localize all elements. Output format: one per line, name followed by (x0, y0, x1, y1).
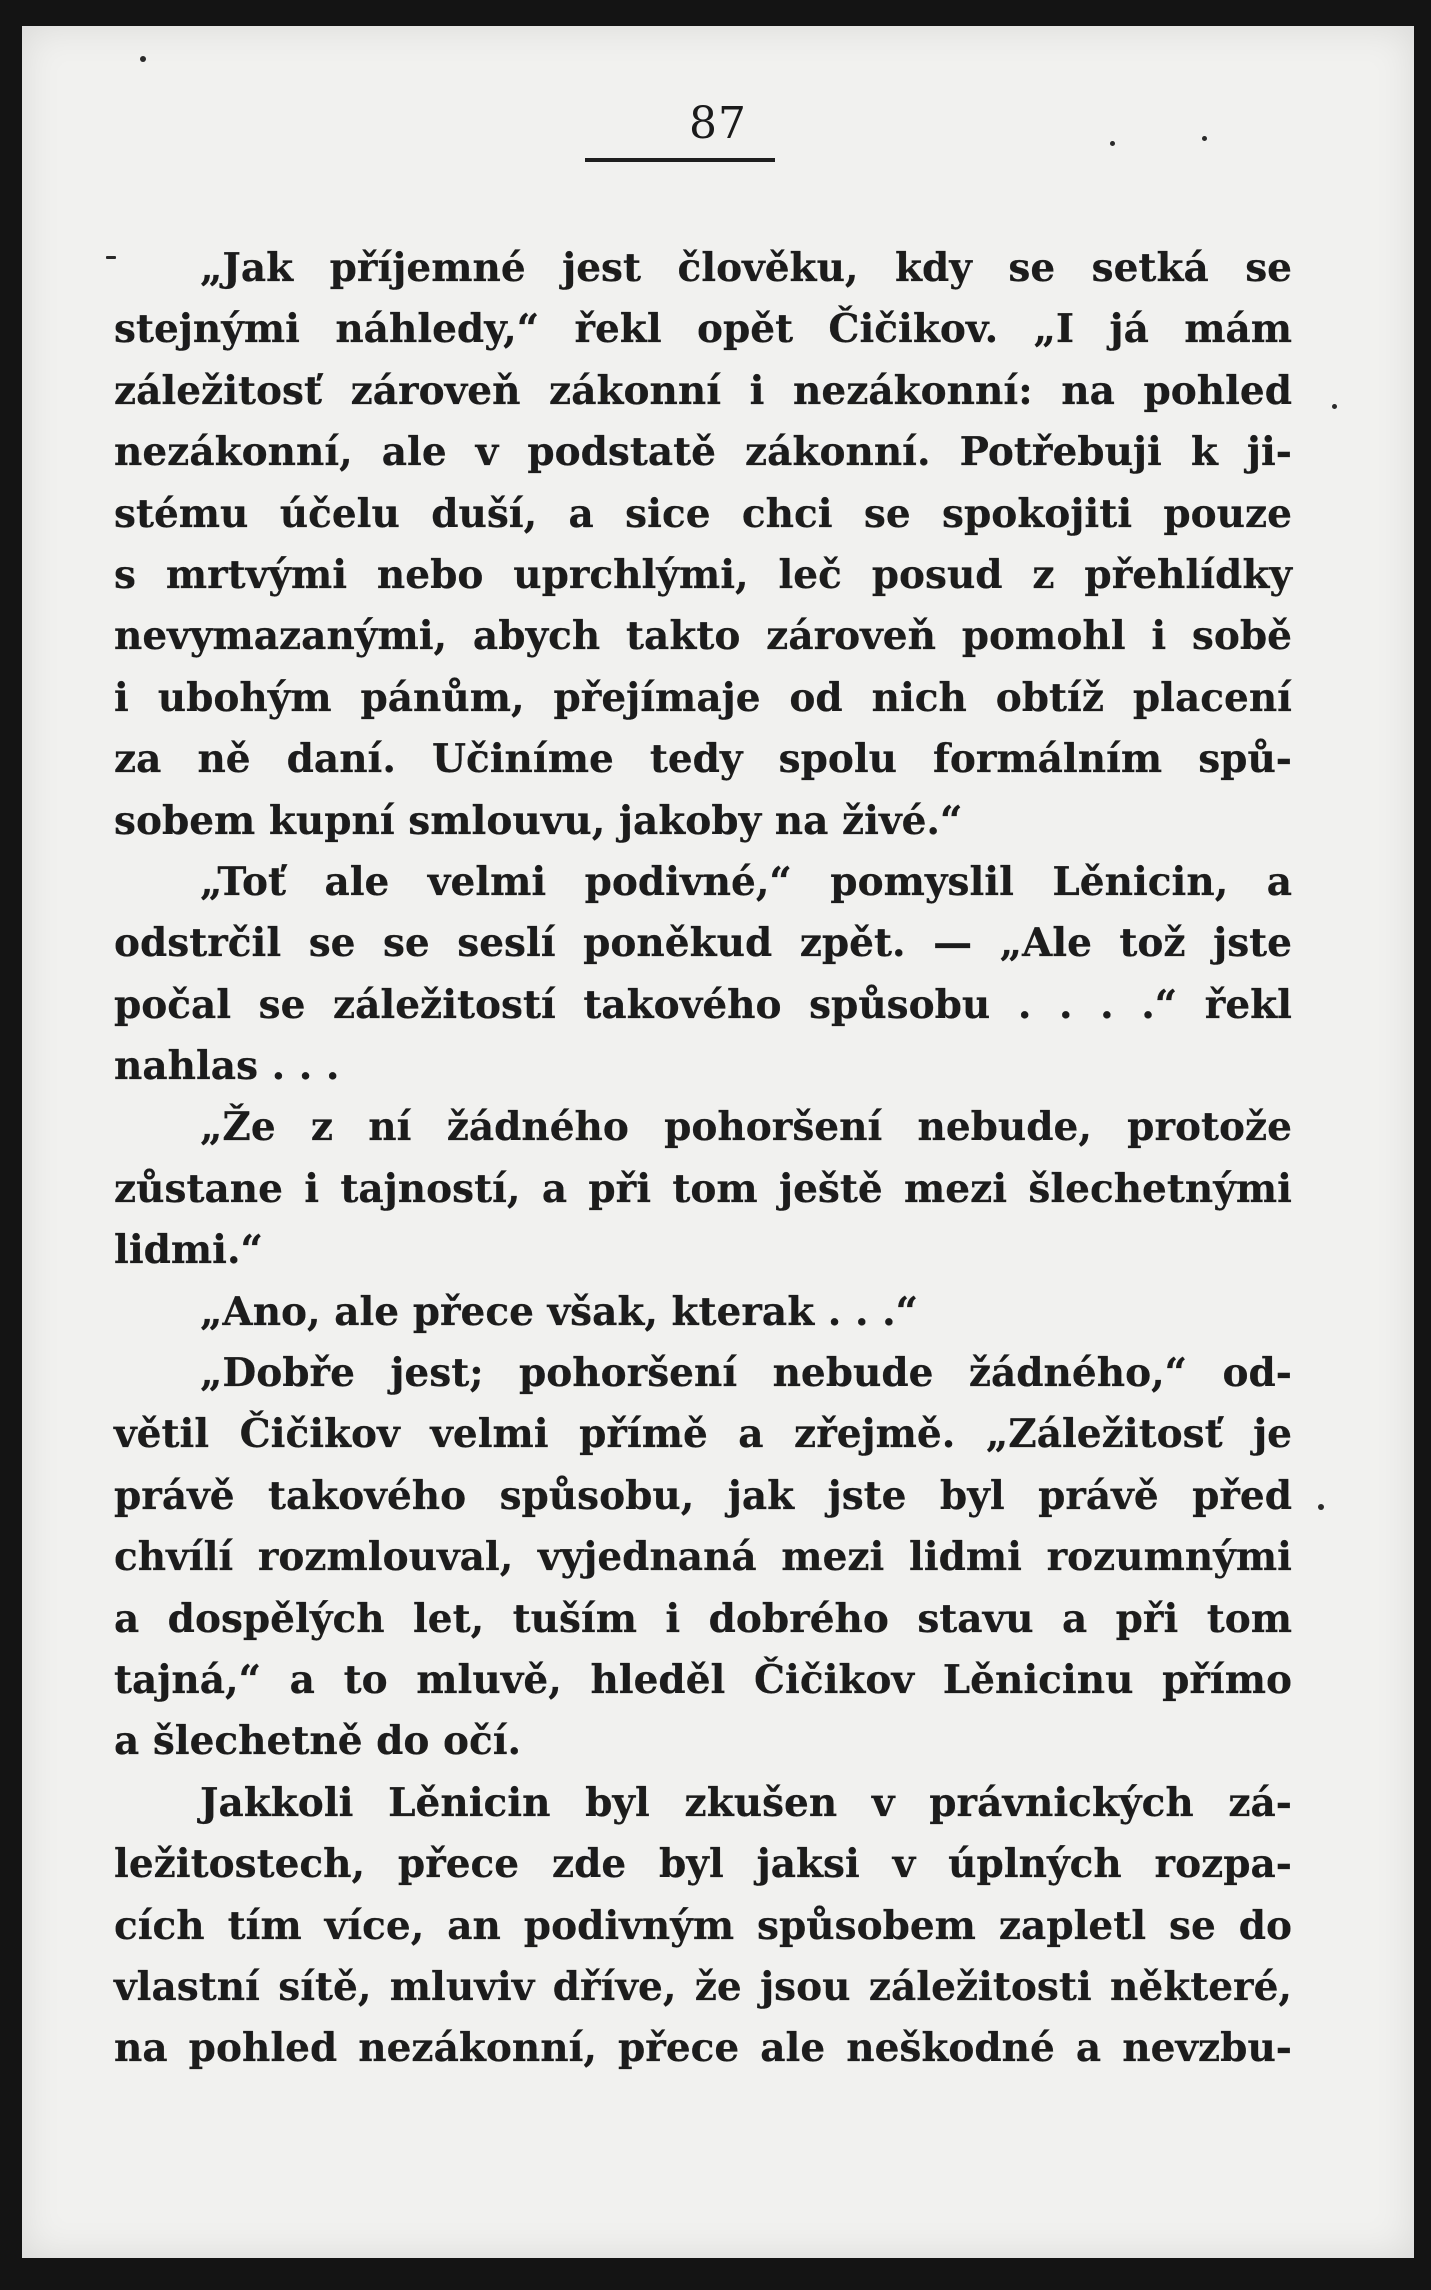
text-line: nevymazanými, abych takto zároveň pomohl i sobě (114, 613, 1292, 660)
text-line: vlastní sítě, mluviv dříve, že jsou záležitosti některé, (114, 1963, 1292, 2010)
text-line: právě takového spůsobu, jak jste byl právě před (114, 1472, 1292, 1519)
text-line: s mrtvými nebo uprchlými, leč posud z přehlídky (114, 551, 1292, 598)
text-line: „Dobře jest; pohoršení nebude žádného,“ od- (200, 1350, 1292, 1397)
text-line: a šlechetně do očí. (114, 1718, 522, 1765)
text-line: chvílí rozmlouval, vyjednaná mezi lidmi rozumnými (114, 1534, 1292, 1581)
scan-speck (1332, 404, 1337, 409)
text-line: nezákonní, ale v podstatě zákonní. Potřebuji k ji- (114, 429, 1292, 476)
scan-speck (140, 56, 146, 62)
text-line: a dospělých let, tuším i dobrého stavu a při tom (114, 1595, 1292, 1642)
text-line: stejnými náhledy,“ řekl opět Čičikov. „I já mám (114, 306, 1292, 353)
text-line: „Toť ale velmi podivné,“ pomyslil Lěnicin, a (200, 858, 1292, 905)
scan-speck (1318, 1504, 1324, 1510)
text-line: „Jak příjemné jest člověku, kdy se setká se (200, 245, 1292, 291)
text-line: záležitosť zároveň zákonní i nezákonní: na pohled (114, 367, 1292, 414)
page-number: 87 (689, 98, 747, 149)
text-line: „Ano, ale přece však, kterak . . .“ (200, 1288, 919, 1335)
page-number-rule (585, 158, 775, 162)
text-line: ležitostech, přece zde byl jaksi v úplných rozpa- (114, 1841, 1292, 1888)
scan-speck (106, 256, 116, 259)
scan-speck (1202, 136, 1207, 141)
text-line: zůstane i tajností, a při tom ještě mezi šlechetnými (114, 1165, 1292, 1212)
text-line: počal se záležitostí takového spůsobu . . . .“ řekl (114, 981, 1292, 1028)
text-line: tajná,“ a to mluvě, hleděl Čičikov Lěnicinu přímo (114, 1656, 1292, 1703)
text-line: Jakkoli Lěnicin byl zkušen v právnických zá- (200, 1779, 1292, 1826)
body-text (114, 238, 1292, 2080)
text-line: cích tím více, an podivným spůsobem zapletl se do (114, 1902, 1292, 1949)
text-line: i ubohým pánům, přejímaje od nich obtíž placení (114, 674, 1292, 721)
text-line: odstrčil se se seslí poněkud zpět. — „Ale tož jste (114, 920, 1292, 967)
text-line: „Že z ní žádného pohoršení nebude, protože (200, 1104, 1292, 1151)
text-line: sobem kupní smlouvu, jakoby na živé.“ (114, 797, 963, 844)
text-line: na pohled nezákonní, přece ale neškodné a nevzbu- (114, 2025, 1292, 2072)
text-line: lidmi.“ (114, 1227, 263, 1274)
scan-speck (1110, 141, 1115, 146)
text-line: větil Čičikov velmi přímě a zřejmě. „Záležitosť je (114, 1411, 1292, 1458)
book-page (22, 26, 1414, 2258)
text-line: stému účelu duší, a sice chci se spokojiti pouze (114, 490, 1292, 537)
text-line: za ně daní. Učiníme tedy spolu formálním spů- (114, 736, 1292, 783)
text-line: nahlas . . . (114, 1043, 340, 1090)
